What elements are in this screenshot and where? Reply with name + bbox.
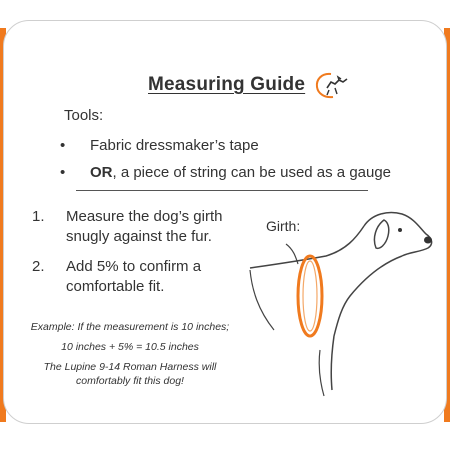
step-number: 2. — [32, 258, 45, 275]
title-row — [148, 70, 351, 100]
example-line: Example: If the measurement is 10 inches; — [30, 321, 230, 333]
step-item — [32, 257, 212, 297]
example-line: 10 inches + 5% = 10.5 inches — [61, 341, 199, 353]
page-title: Measuring Guide — [148, 74, 306, 95]
dog-illustration-icon — [238, 200, 448, 410]
tool-text: Fabric dressmaker’s tape — [90, 137, 259, 154]
bullet: • — [60, 137, 66, 154]
step-number: 1. — [32, 208, 45, 225]
bullet: • — [60, 164, 66, 181]
tools-label: Tools: — [64, 107, 104, 124]
example-block — [20, 320, 240, 394]
lupine-logo-icon — [313, 70, 351, 100]
girth-label: Girth: — [266, 218, 301, 234]
example-line: The Lupine 9-14 Roman Harness will comfortably fit this dog! — [43, 361, 217, 387]
tool-text: OR, a piece of string can be used as a gauge — [90, 164, 392, 181]
step-text: Measure the dog’s girth snugly against the fur. — [66, 208, 223, 245]
step-text: Add 5% to confirm a comfortable fit. — [66, 258, 202, 295]
girth-ring — [298, 256, 322, 336]
steps-list — [32, 207, 223, 307]
divider — [76, 190, 368, 191]
step-item — [32, 207, 223, 247]
